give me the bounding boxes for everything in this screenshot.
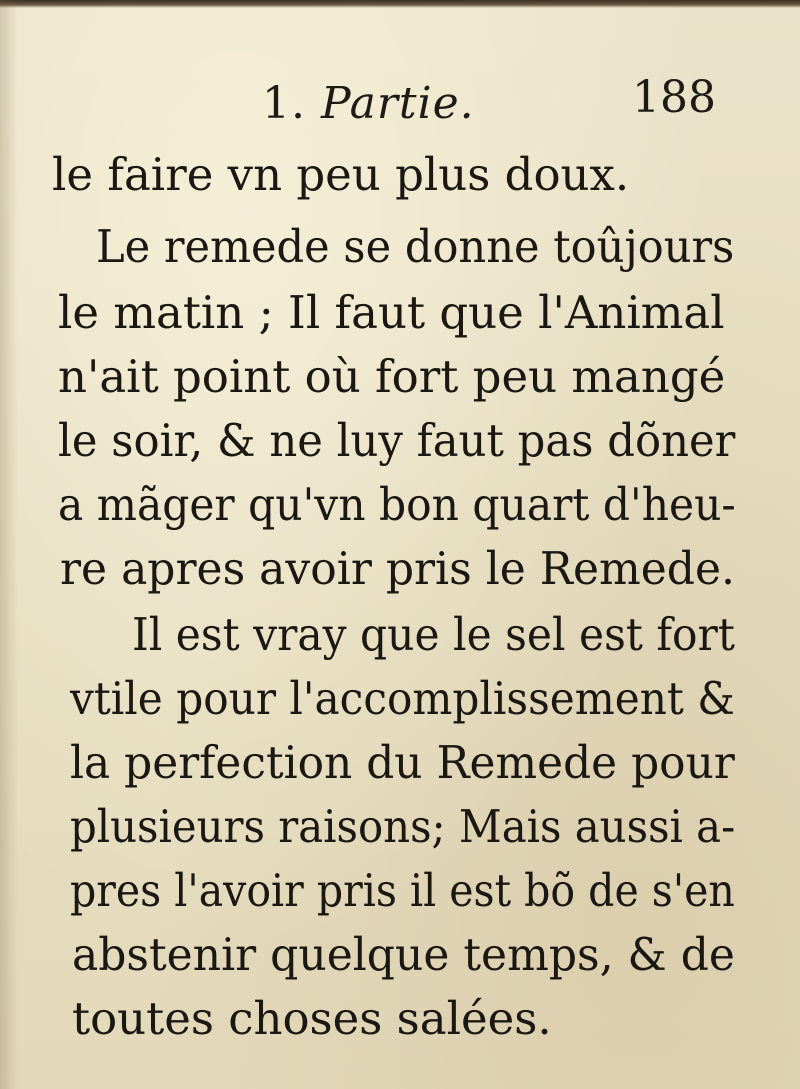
running-header	[0, 72, 800, 132]
text-line-3: le matin ; Il faut que l'Animal	[58, 286, 725, 339]
text-line-14: toutes choses salées.	[72, 992, 552, 1045]
text-line-11: plusieurs raisons; Mais aussi a-	[70, 800, 736, 853]
text-line-7: re apres avoir pris le Remede.	[60, 542, 735, 595]
part-number: 1.	[262, 78, 306, 129]
text-line-10: la perfection du Remede pour	[70, 736, 735, 789]
part-word: Partie.	[320, 78, 475, 129]
text-line-6: a mãger qu'vn bon quart d'heu-	[58, 478, 736, 531]
text-line-8: Il est vray que le sel est fort	[132, 608, 735, 661]
text-line-12: pres l'avoir pris il est bõ de s'en	[70, 864, 735, 917]
binding-shadow	[0, 0, 18, 1089]
text-line-5: le soir, & ne luy faut pas dõner	[58, 414, 736, 467]
text-line-1: le faire vn peu plus doux.	[52, 148, 630, 201]
text-line-13: abstenir quelque temps, & de	[72, 928, 735, 981]
text-line-2: Le remede se donne toûjours	[96, 220, 735, 273]
text-line-4: n'ait point où fort peu mangé	[58, 350, 726, 403]
header-title	[262, 78, 475, 129]
text-line-9: vtile pour l'accomplissement &	[70, 672, 735, 725]
page-number: 188	[632, 72, 716, 123]
page-top-edge	[0, 0, 800, 8]
